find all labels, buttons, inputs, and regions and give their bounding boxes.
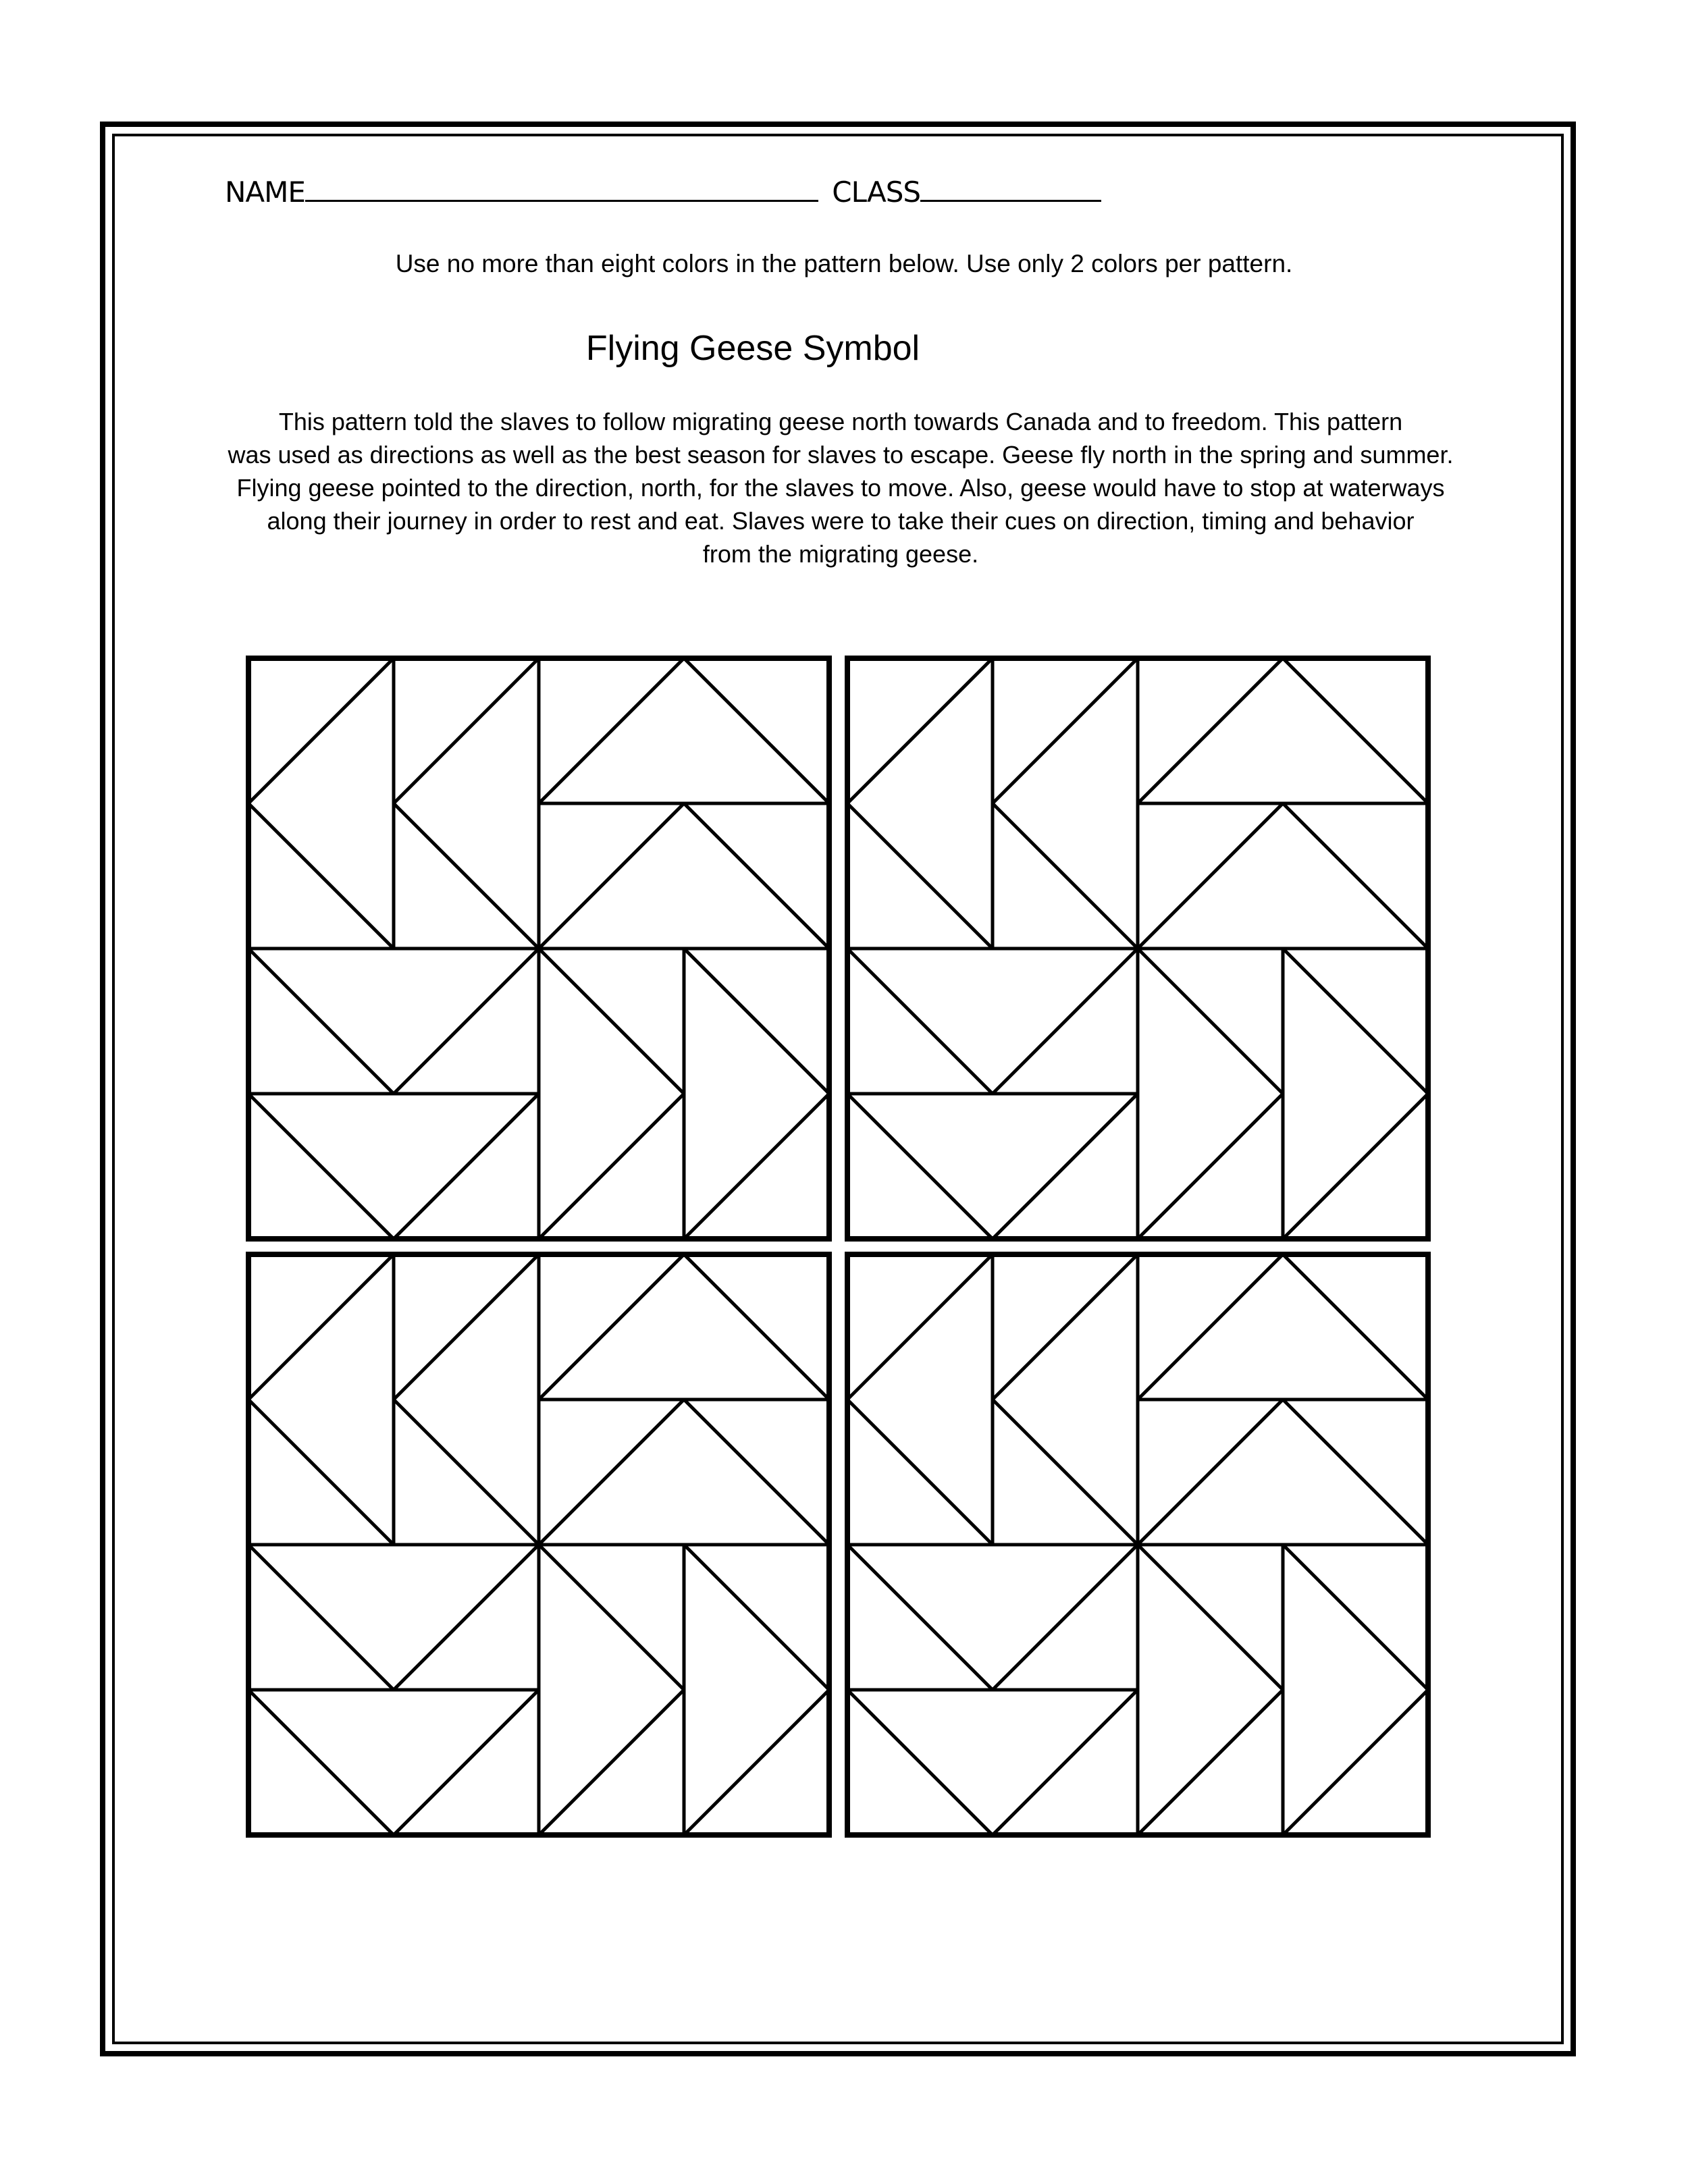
class-label: CLASS	[832, 176, 921, 209]
description-line: Flying geese pointed to the direction, north, for the slaves to move. Also, geese would have to stop at waterways	[236, 474, 1445, 502]
description-line: This pattern told the slaves to follow migrating geese north towards Canada and to freedom. This pattern	[278, 408, 1403, 435]
page-title: Flying Geese Symbol	[585, 329, 920, 368]
quilt-block[interactable]	[248, 658, 829, 1239]
quilt-block[interactable]	[847, 658, 1428, 1239]
description-line: from the migrating geese.	[702, 540, 979, 568]
description-line: along their journey in order to rest and eat. Slaves were to take their cues on direction, timing and behavior	[267, 507, 1415, 535]
quilt-block[interactable]	[847, 1254, 1428, 1835]
quilt-block[interactable]	[248, 1254, 829, 1835]
name-label: NAME	[225, 176, 305, 209]
instructions-text: Use no more than eight colors in the pattern below. Use only 2 colors per pattern.	[395, 250, 1293, 277]
description-line: was used as directions as well as the best season for slaves to escape. Geese fly north in the spring and summer.	[228, 441, 1454, 469]
